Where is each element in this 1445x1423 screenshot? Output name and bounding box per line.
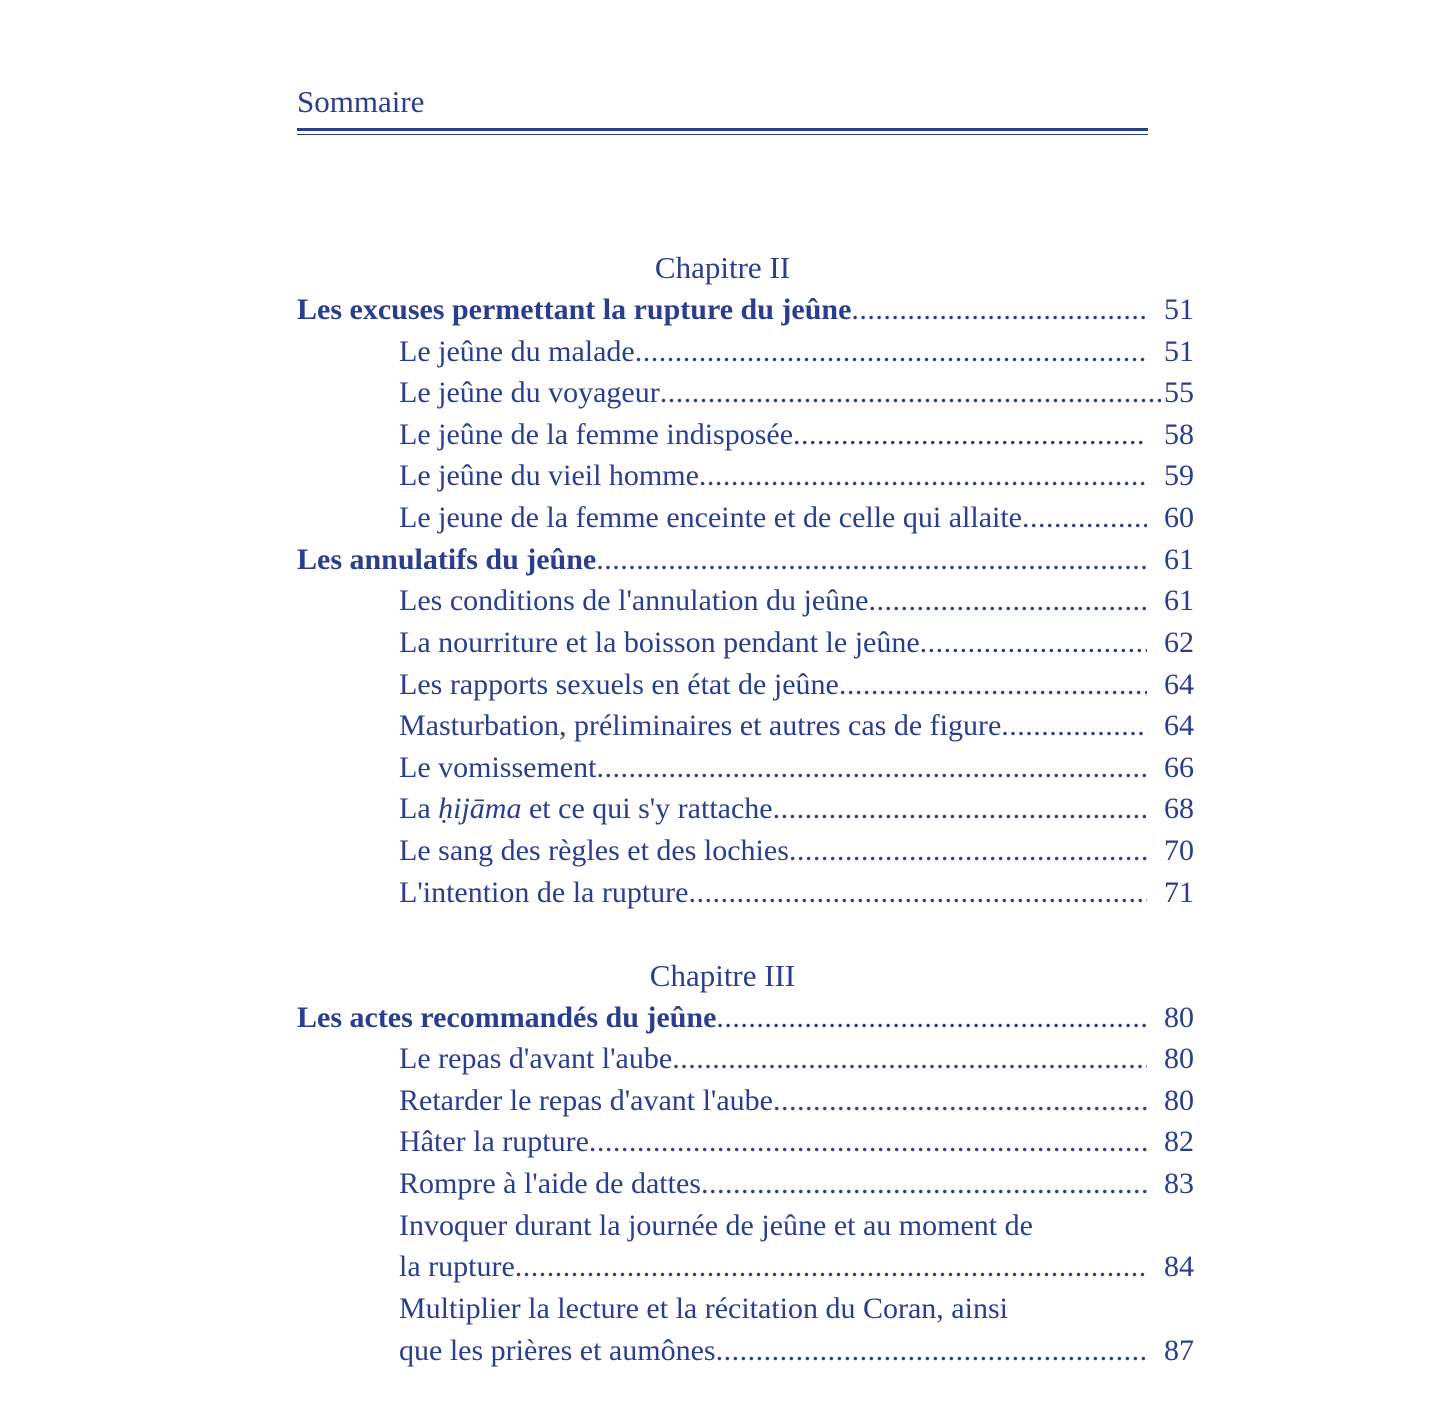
dot-leader	[596, 539, 1147, 581]
toc-item	[297, 497, 1194, 539]
dot-leader	[701, 1163, 1147, 1205]
toc-item	[297, 830, 1194, 872]
page-number: 83	[1164, 1167, 1194, 1200]
item-title: Le jeûne du malade	[399, 335, 635, 368]
item-title: Les rapports sexuels en état de jeûne	[399, 668, 839, 701]
item-title: Rompre à l'aide de dattes	[399, 1167, 701, 1200]
toc-item	[297, 788, 1194, 830]
header-rule	[297, 128, 1148, 135]
page-number: 87	[1164, 1334, 1194, 1367]
item-title: Le jeûne du voyageur	[399, 376, 660, 409]
page-number: 61	[1164, 543, 1194, 576]
page-number: 58	[1164, 418, 1194, 451]
toc-item	[297, 580, 1194, 622]
item-title-first-line: Invoquer durant la journée de jeûne et au moment de	[399, 1209, 1033, 1242]
item-title-before: La	[399, 792, 439, 825]
toc-section	[297, 997, 1194, 1039]
page-number: 70	[1164, 834, 1194, 867]
dot-leader	[773, 1080, 1147, 1122]
item-title: Les conditions de l'annulation du jeûne	[399, 584, 869, 617]
item-title: La nourriture et la boisson pendant le jeûne	[399, 626, 920, 659]
section-title: Les actes recommandés du jeûne	[297, 1001, 717, 1034]
chapter-title: Chapitre II	[654, 250, 791, 285]
page-number: 68	[1164, 792, 1194, 825]
toc-item	[297, 331, 1194, 373]
item-title: Le sang des règles et des lochies	[399, 834, 789, 867]
page-number: 84	[1164, 1250, 1194, 1283]
page-number: 62	[1164, 626, 1194, 659]
toc-item	[297, 872, 1194, 914]
item-title-italic: ḥijāma	[438, 792, 522, 825]
dot-leader	[851, 289, 1147, 331]
item-title: Le jeûne de la femme indisposée	[399, 418, 794, 451]
dot-leader	[660, 372, 1161, 414]
item-title	[399, 788, 773, 830]
page-number: 64	[1164, 709, 1194, 742]
dot-leader	[773, 788, 1147, 830]
page-number: 61	[1164, 584, 1194, 617]
dot-leader	[635, 331, 1147, 373]
section-title: Les excuses permettant la rupture du jeûne	[297, 293, 852, 326]
page-number: 51	[1164, 293, 1194, 326]
dot-leader	[515, 1246, 1147, 1288]
item-title: Le vomissement	[399, 751, 597, 784]
dot-leader	[716, 997, 1147, 1039]
dot-leader	[868, 580, 1147, 622]
page-number: 60	[1164, 501, 1194, 534]
item-title: Masturbation, préliminaires et autres cas de figure	[399, 709, 1002, 742]
dot-leader	[920, 622, 1147, 664]
item-title-after: et ce qui s'y rattache	[521, 792, 773, 825]
dot-leader	[1001, 705, 1147, 747]
dot-leader	[589, 1121, 1147, 1163]
toc-item	[297, 705, 1194, 747]
dot-leader	[688, 872, 1147, 914]
item-title: Hâter la rupture	[399, 1125, 589, 1158]
toc-section	[297, 539, 1194, 581]
item-title: que les prières et aumônes	[399, 1334, 716, 1367]
page-number: 51	[1164, 335, 1194, 368]
item-title: Le jeune de la femme enceinte et de celle qui allaite	[399, 501, 1022, 534]
toc-item	[297, 1121, 1194, 1163]
dot-leader	[793, 414, 1147, 456]
section-title: Les annulatifs du jeûne	[297, 543, 597, 576]
toc-item	[297, 372, 1194, 414]
dot-leader	[699, 455, 1147, 497]
page-number: 59	[1164, 459, 1194, 492]
page-number: 80	[1164, 1001, 1194, 1034]
toc-item	[297, 664, 1194, 706]
dot-leader	[789, 830, 1147, 872]
toc-item	[297, 414, 1194, 456]
toc-item	[297, 1080, 1194, 1122]
toc-item	[297, 1330, 1194, 1372]
dot-leader	[839, 664, 1147, 706]
page-header-title: Sommaire	[297, 84, 425, 119]
toc-item	[297, 455, 1194, 497]
page-number: 82	[1164, 1125, 1194, 1158]
chapter-title: Chapitre III	[649, 958, 796, 993]
dot-leader	[596, 747, 1147, 789]
toc-item	[297, 1163, 1194, 1205]
dot-leader	[1022, 497, 1147, 539]
item-title: Le repas d'avant l'aube	[399, 1042, 673, 1075]
page-number: 55	[1164, 376, 1194, 409]
page-number: 80	[1164, 1042, 1194, 1075]
item-title-first-line: Multiplier la lecture et la récitation du Coran, ainsi	[399, 1292, 1008, 1325]
toc-item	[297, 1038, 1194, 1080]
item-title: L'intention de la rupture	[399, 876, 689, 909]
toc-item	[297, 747, 1194, 789]
page-number: 64	[1164, 668, 1194, 701]
page-number: 66	[1164, 751, 1194, 784]
toc-item	[297, 1246, 1194, 1288]
dot-leader	[716, 1330, 1147, 1372]
item-title: Retarder le repas d'avant l'aube	[399, 1084, 773, 1117]
dot-leader	[672, 1038, 1147, 1080]
toc-item	[297, 622, 1194, 664]
toc-section	[297, 289, 1194, 331]
item-title: la rupture	[399, 1250, 515, 1283]
page-number: 71	[1164, 876, 1194, 909]
page-number: 80	[1164, 1084, 1194, 1117]
item-title: Le jeûne du vieil homme	[399, 459, 699, 492]
